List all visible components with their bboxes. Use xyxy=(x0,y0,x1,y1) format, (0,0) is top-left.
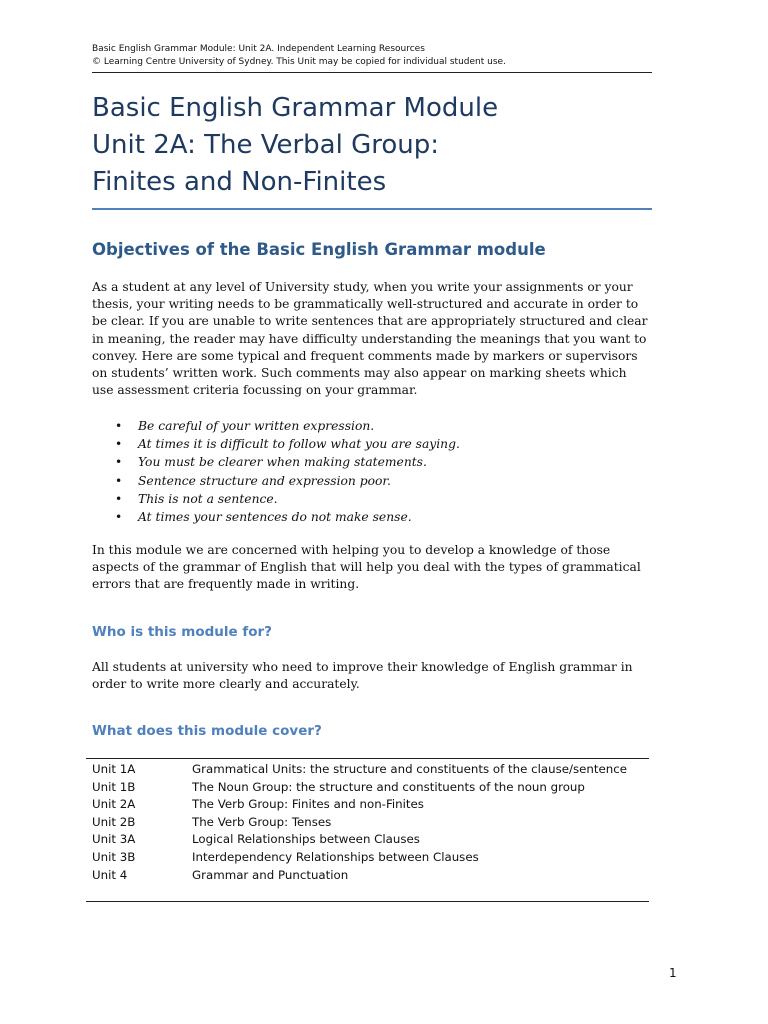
table-row xyxy=(92,761,632,779)
page-number: 1 xyxy=(669,966,677,980)
unit-description: The Verb Group: Tenses xyxy=(192,814,332,829)
table-row xyxy=(92,831,632,849)
bullet-icon: • xyxy=(115,473,123,488)
title-line-1: Basic English Grammar Module xyxy=(92,93,499,123)
bullet-item: • Sentence structure and expression poor. xyxy=(115,472,460,490)
unit-description: Logical Relationships between Clauses xyxy=(192,832,420,847)
header-line-1: Basic English Grammar Module: Unit 2A. Independent Learning Resources xyxy=(92,44,425,54)
table-row xyxy=(92,867,632,885)
bullet-icon: • xyxy=(115,455,123,470)
title-divider xyxy=(92,208,652,210)
unit-cell: Unit 4 xyxy=(92,867,128,882)
unit-cell: Unit 2A xyxy=(92,797,136,812)
unit-description: Grammatical Units: the structure and constituents of the clause/sentence xyxy=(192,762,627,776)
paragraph-line: As a student at any level of University study, when you write your assignments or your xyxy=(92,280,633,294)
paragraph-line: order to write more clearly and accurately. xyxy=(92,677,360,692)
paragraph-line: In this module we are concerned with helping you to develop a knowledge of those xyxy=(92,543,611,557)
bullet-icon: • xyxy=(115,437,123,452)
unit-cell: Unit 3A xyxy=(92,832,136,847)
table-row xyxy=(92,849,632,867)
title-line-2: Unit 2A: The Verbal Group: xyxy=(92,130,440,160)
bullet-icon: • xyxy=(115,491,123,506)
bullet-item: • Be careful of your written expression. xyxy=(115,417,460,435)
unit-cell: Unit 3B xyxy=(92,849,136,864)
unit-description: Interdependency Relationships between Clauses xyxy=(192,849,479,864)
paragraph-line: on students’ written work. Such comments may also appear on marking sheets which xyxy=(92,366,627,381)
paragraph-line: convey. Here are some typical and frequent comments made by markers or supervisors xyxy=(92,348,638,363)
table-bottom-rule xyxy=(86,901,649,902)
table-row xyxy=(92,796,632,814)
paragraph-line: in meaning, the reader may have difficulty understanding the meanings that you want to xyxy=(92,331,647,346)
table-row xyxy=(92,814,632,832)
comment-bullet-list xyxy=(115,417,460,526)
units-table xyxy=(92,761,632,884)
unit-cell: Unit 1A xyxy=(92,762,136,776)
paragraph-line: use assessment criteria focussing on your grammar. xyxy=(92,383,418,398)
paragraph-line: be clear. If you are unable to write sentences that are appropriately structured and clear xyxy=(92,314,648,329)
table-row xyxy=(92,779,632,797)
bullet-icon: • xyxy=(115,419,123,433)
header-divider xyxy=(92,72,652,73)
unit-description: Grammar and Punctuation xyxy=(192,867,349,882)
module-purpose-paragraph xyxy=(92,542,662,594)
bullet-icon: • xyxy=(115,510,123,525)
unit-cell: Unit 2B xyxy=(92,814,136,829)
who-paragraph xyxy=(92,659,662,693)
paragraph-line: thesis, your writing needs to be grammatically well-structured and accurate in order to xyxy=(92,297,639,312)
who-heading: Who is this module for? xyxy=(92,624,273,640)
document-title xyxy=(92,90,662,201)
header-line-2: © Learning Centre University of Sydney. This Unit may be copied for individual student use. xyxy=(92,57,506,67)
paragraph-line: errors that are frequently made in writing. xyxy=(92,577,360,592)
bullet-item: • You must be clearer when making statements. xyxy=(115,453,460,471)
bullet-item: • At times your sentences do not make sense. xyxy=(115,508,460,526)
paragraph-line: All students at university who need to improve their knowledge of English grammar in xyxy=(92,660,633,674)
table-top-rule xyxy=(86,758,649,759)
running-header xyxy=(92,43,652,69)
paragraph-line: aspects of the grammar of English that will help you deal with the types of grammatical xyxy=(92,560,641,575)
objectives-heading: Objectives of the Basic English Grammar module xyxy=(92,240,546,259)
title-line-3: Finites and Non-Finites xyxy=(92,167,387,197)
unit-description: The Noun Group: the structure and constituents of the noun group xyxy=(192,779,585,794)
bullet-item: • This is not a sentence. xyxy=(115,490,460,508)
unit-description: The Verb Group: Finites and non-Finites xyxy=(192,797,424,812)
bullet-item: • At times it is difficult to follow what you are saying. xyxy=(115,435,460,453)
cover-heading: What does this module cover? xyxy=(92,723,322,739)
objectives-paragraph xyxy=(92,279,662,399)
unit-cell: Unit 1B xyxy=(92,779,136,794)
